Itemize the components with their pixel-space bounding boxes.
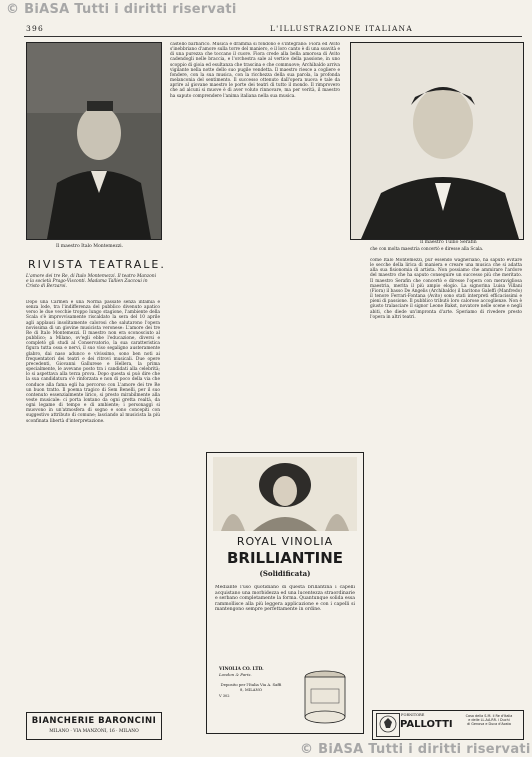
caption-serafin-line1: Il maestro Tullio Serafin <box>420 240 477 245</box>
page-number: 396 <box>26 24 44 33</box>
ad-pallotti <box>372 710 524 740</box>
baroncini-name: BIANCHERIE BARONCINI <box>31 716 157 726</box>
photo-montemezzi <box>26 42 162 240</box>
vinolia-city: London & Paris. <box>219 672 252 677</box>
vinolia-illustration <box>213 457 357 531</box>
caption-montemezzi: Il maestro Italo Montemezzi. <box>56 244 124 249</box>
magazine-title: L'ILLUSTRAZIONE ITALIANA <box>270 24 413 33</box>
vinolia-product: BRILLIANTINE <box>226 549 344 567</box>
pallotti-name: PALLOTTI <box>400 719 453 730</box>
vinolia-form: (Solidificata) <box>259 569 311 578</box>
article-column-3: come Italo Montemezzi, pur essendo wagneriano, ha saputo evitare le secche della lirica di maniera e creare una musica che si adatta alla sua fisionomia di artista. Non possiamo che ammirare l'ardore del maestro che ha saputo conseguire un successo più che meritato. Il maestro Serafin che concertò e diresse l'opera con meravigliosa maestria, merita il più ampio elogio. La signorina Luisa Villani (Fiora) il basso De Angelis (Archibaldo) il baritono Galeffi (Manfredo) il tenore Ferrari-Fontana (Avito) sono stati interpreti efficacissimi e pieni di passione. Il pubblico tributò loro calorose accoglienze. Non è giusto tralasciare il signor Leone Bakst, novatore nelle scene e negli abiti, che diede un'impronta d'arte. Speriamo di rivedere presto l'opera in altri teatri. <box>370 258 522 320</box>
baroncini-address: MILANO · VIA MANZONI, 16 · MILANO <box>49 729 139 734</box>
caption-serafin-line2: che con molta maestria concertò e diresse alla Scala. <box>370 246 484 251</box>
ad-baroncini <box>26 712 162 740</box>
pallotti-credentials <box>457 714 521 726</box>
watermark-bottom: © BiASA Tutti i diritti riservati <box>300 742 531 757</box>
ad-vinolia <box>206 452 364 734</box>
article-subtitle: L'amore dei tre Re, di Italo Montemezzi. Il teatro Manzoni e la società Prago-Visconti. Madama Tallien Zaccoui in Cristo di Berzaroi. <box>26 274 157 289</box>
article-column-1: Dopo una Carmen e una Norma passate senza infamia e senza lode, tra l'indifferenza del pubblico divenuto apatico verso le due vecchie troppo lungo stagione, l'ambiente della Scala s'è improvvisamente riscaldato la sera del 10 aprile agli applausi insolitamente calorosi che salutarono l'opera novissima di un giovine musicista veronese: L'amore dei tre Re di Italo Montemezzi. Il maestro non era sconosciuto al pubblico; a Milano, ov'egli ebbe l'educazione, diversi e completò gli studi al Conservatorio, la sua caratteristica figura tutta ossa e nervi, il suo viso segaligno austeramente glabro, dai naso adunco e vivissimo, sono ben noti ai frequentatori dei teatri e dei ritrovi musicali. Due opere precedenti, Giovanni Gallurese e Hellera, la prima specialmente, le avevano posto tra i candidati alla celebrità; lo si aspettava alla terza prova. Dopo questa si può dire che la sua candidatura s'è rinforzata e non di poco della via che conduce alla fama egli ha percorso con L'amore dei tre Re un buon tratto. Il poema tragico di Sem Benelli, per il suo contenuto essenzialmente lirico, si presto mirabilmente alla veste musicale: ci porta lontano da ogni gretta realtà, da ogni legame di tempo e di ambiente; i personaggi si muovono in un'atmosfera di sogno e sono concepiti con suggestivo attributo di comune; lasciando al musicista la più sconfinata libertà d'interpretazione. <box>26 300 160 424</box>
pallotti-line3: di Genova e Duca d'Aosta <box>467 722 511 726</box>
pallotti-line2: e delle LL.AA.RR. i Duchi <box>468 718 510 722</box>
header-rule <box>24 36 522 37</box>
pallotti-line1: Casa della S.M. il Re d'Italia <box>465 714 513 718</box>
article-title: RIVISTA TEATRALE. <box>28 258 166 271</box>
vinolia-imprint <box>219 667 285 717</box>
pallotti-crest-icon <box>376 713 400 737</box>
vinolia-brand: ROYAL VINOLIA <box>236 535 334 548</box>
article-column-2: castello barbarico. Musica e dramma si fondono e s'integrano: Fiora ed Avito s'inebbriano d'amore sulla torre del maniero, e il loro canto è di una soavità e di una purezza che toccano il cuore. Fiora crede alla bella amorosa di Avito cadendogli nelle braccia, e l'orchestra sale al vertice della passione, in uno scoppio di gioia ed esultanza che trascina e che commuove; Archibaldo arriva vigilante nella notte dello suo pugile vendetta. Il maestro riesce a cogliere e fondere, con la sua musica, con la ricchezza della sua parola, la profonda melanconia del sentimento. Il successo ottenuto dall'opera nuova è tale da aprire al giovane maestro le porte dei teatri di tutto il mondo. Il rimprovero che ad alcuni si muove è di aver voluto rinnovare, ma per verità, il maestro ha saputo comprendere l'anima italiana nella sua musica. <box>170 42 340 99</box>
vinolia-text: Mediante l'uso quotidiano di questa brillantina i capelli acquistano una morbidezza ed una lucentezza straordinarie e serbano completamente la forma. Quantunque solida essa rammollisce alla più leggera applicazione e con i capelli si mantengono sempre perfettamente in ordine. <box>215 585 355 613</box>
photo-serafin <box>350 42 524 240</box>
pallotti-prefix: FORNITORE <box>401 713 425 717</box>
vinolia-code: V 302 <box>219 694 230 699</box>
watermark-top: © BiASA Tutti i diritti riservati <box>6 2 237 17</box>
vinolia-jar-icon <box>299 667 351 725</box>
vinolia-company: VINOLIA CO. LTD. <box>219 667 264 672</box>
vinolia-depot: Deposito per l'Italia Via A. Saffi 8, MILANO <box>220 682 282 692</box>
